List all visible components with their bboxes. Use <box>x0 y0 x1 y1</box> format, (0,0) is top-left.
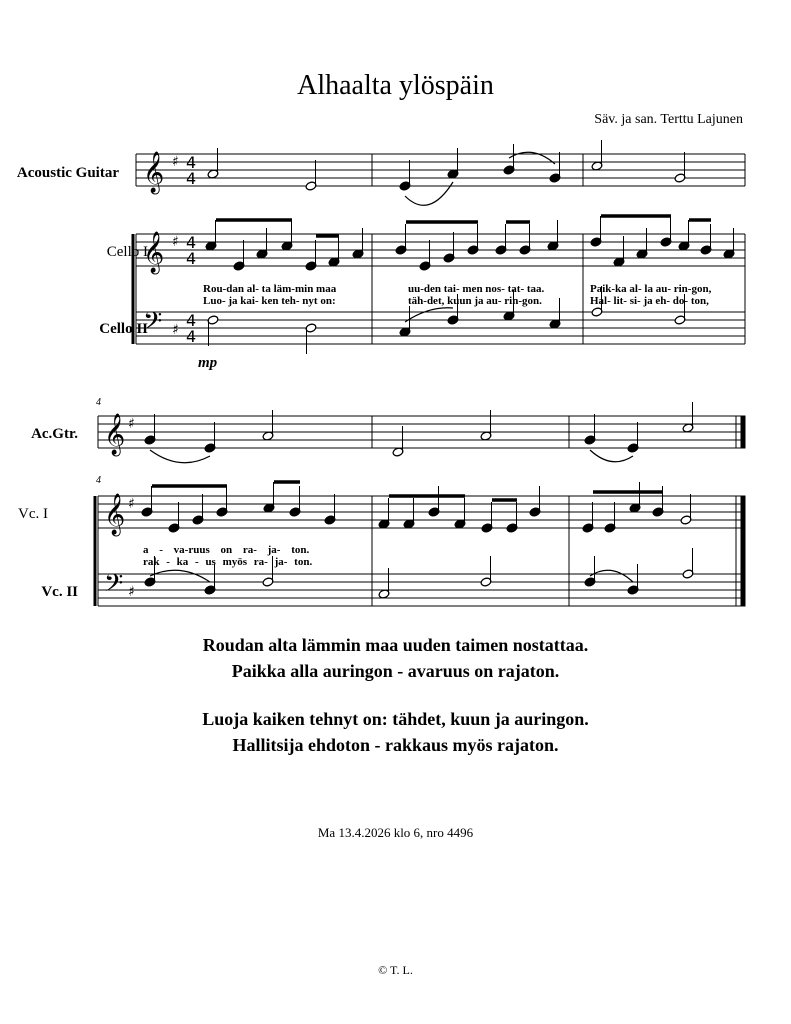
verse-1-line-2: Paikka alla auringon - avaruus on rajaton. <box>231 661 560 681</box>
verse-2-line-1: Luoja kaiken tehnyt on: tähdet, kuun ja auringon. <box>202 709 589 729</box>
sharp-sign: ♯ <box>128 496 135 512</box>
time-signature: 4 <box>186 327 197 346</box>
measure-number-vc: 4 <box>96 475 101 486</box>
instrument-name-guitar-short: Ac.Gtr. <box>31 426 78 442</box>
verse-2-line-2: Hallitsija ehdoton - rakkaus myös rajaton. <box>232 735 559 755</box>
time-signature: 4 <box>186 169 197 188</box>
time-signature: 4 <box>186 233 197 252</box>
treble-clef: 𝄞 <box>143 152 165 193</box>
instrument-name-cello2: Cello II <box>99 321 148 337</box>
bass-clef: 𝄢 <box>104 569 124 604</box>
slur <box>150 450 210 463</box>
measure-number: 4 <box>96 397 101 408</box>
footer-date: Ma 13.4.2026 klo 6, nro 4496 <box>317 825 474 840</box>
instrument-name-cello2-short: Vc. II <box>41 584 78 600</box>
lyrics-v1-m1: Rou-dan al- ta läm-min maa <box>203 283 337 295</box>
lyrics-v1-m2: uu-den tai- men nos- tat- taa. <box>408 283 545 295</box>
bass-clef: 𝄢 <box>143 307 163 342</box>
time-signature: 4 <box>186 311 197 330</box>
lyrics-v2-m2: täh-det, kuun ja au- rin-gon. <box>408 295 542 307</box>
instrument-name-guitar: Acoustic Guitar <box>16 165 119 181</box>
lyrics-v2-m1: Luo- ja kai- ken teh- nyt on: <box>203 295 336 307</box>
verse-2 <box>0 706 791 758</box>
lyrics-v1-m3: Paik-ka al- la au- rin-gon, <box>590 283 712 295</box>
dynamic-marking: mp <box>198 355 218 371</box>
treble-clef: 𝄞 <box>104 494 126 535</box>
sharp-sign: ♯ <box>128 584 135 600</box>
instrument-name-cello1: Cello I <box>106 244 148 260</box>
sharp-sign: ♯ <box>128 416 135 432</box>
verse-1 <box>0 632 791 684</box>
lyrics-v2-m3: Hal- lit- si- ja eh- do- ton, <box>590 295 709 307</box>
instrument-name-cello1-short: Vc. I <box>18 506 48 522</box>
composer-credit: Säv. ja san. Terttu Lajunen <box>594 112 743 127</box>
slur <box>405 182 453 205</box>
sharp-sign: ♯ <box>172 234 179 250</box>
sharp-sign: ♯ <box>172 154 179 170</box>
slur <box>150 570 210 582</box>
final-barline <box>741 496 745 606</box>
copyright: © T. L. <box>378 963 413 977</box>
time-signature: 4 <box>186 153 197 172</box>
treble-clef: 𝄞 <box>143 232 165 273</box>
lyrics-v2-s2: rak - ka - us myös ra- ja- ton. <box>143 556 313 568</box>
lyrics-v1-s2: a - va-ruus on ra- ja- ton. <box>143 544 310 556</box>
final-barline <box>741 416 745 448</box>
slur <box>590 450 633 462</box>
sharp-sign: ♯ <box>172 322 179 338</box>
treble-clef: 𝄞 <box>104 414 126 455</box>
slur <box>590 570 633 582</box>
page-title: Alhaalta ylöspäin <box>297 70 494 101</box>
verse-1-line-1: Roudan alta lämmin maa uuden taimen nostattaa. <box>202 635 589 655</box>
time-signature: 4 <box>186 249 197 268</box>
